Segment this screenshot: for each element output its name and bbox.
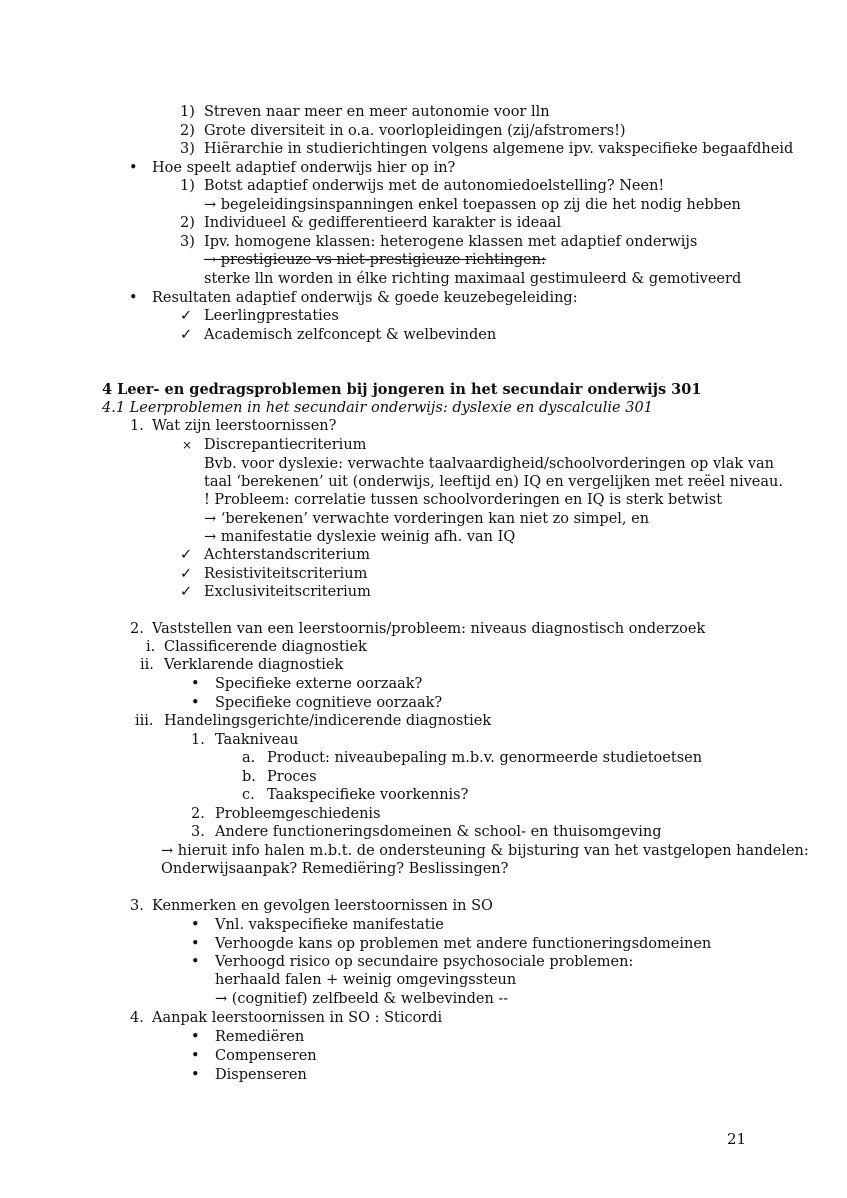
check-icon: ✓	[180, 327, 193, 343]
list-item-text: sterke lln worden in élke richting maximaal gestimuleerd & gemotiveerd	[204, 271, 742, 287]
bullet-marker: •	[191, 1067, 200, 1083]
list-item-text: Leerlingprestaties	[204, 308, 339, 324]
list-item-text: Probleemgeschiedenis	[215, 806, 381, 822]
list-item-text: Resultaten adaptief onderwijs & goede keuzebegeleiding:	[152, 290, 578, 306]
cross-icon: ×	[182, 438, 193, 452]
body-text: Onderwijsaanpak? Remediëring? Beslissingen?	[161, 861, 509, 877]
arrow-note: → begeleidingsinspanningen enkel toepassen op zij die het nodig hebben	[204, 197, 741, 213]
list-marker: 4.	[130, 1010, 144, 1026]
list-item-text: Streven naar meer en meer autonomie voor lln	[204, 104, 550, 120]
list-marker: 1.	[191, 732, 205, 748]
section-heading: 4 Leer- en gedragsproblemen bij jongeren in het secundair onderwijs 301	[102, 381, 702, 398]
list-item-text: Specifieke externe oorzaak?	[215, 676, 423, 692]
body-text: taal ‘berekenen’ uit (onderwijs, leeftijd en) IQ en vergelijken met reëel niveau.	[204, 474, 783, 490]
check-icon: ✓	[180, 308, 193, 324]
list-marker: 1)	[180, 178, 195, 194]
check-icon: ✓	[180, 584, 193, 600]
list-item-text: Individueel & gedifferentieerd karakter is ideaal	[204, 215, 562, 231]
list-item-text: Exclusiviteitscriterium	[204, 584, 371, 600]
list-item-text: Vnl. vakspecifieke manifestatie	[215, 917, 444, 933]
bullet-marker: •	[129, 290, 138, 306]
body-text: ! Probleem: correlatie tussen schoolvorderingen en IQ is sterk betwist	[204, 492, 723, 508]
list-item-text: Taakniveau	[215, 732, 299, 748]
bullet-marker: •	[191, 1029, 200, 1045]
bullet-marker: •	[191, 917, 200, 933]
bullet-marker: •	[191, 1048, 200, 1064]
list-item-text: Resistiviteitscriterium	[204, 566, 368, 582]
list-marker: ii.	[140, 657, 154, 673]
bullet-marker: •	[191, 695, 200, 711]
list-marker: 1.	[130, 418, 144, 434]
struck-note: → prestigieuze vs niet-prestigieuze richtingen:	[204, 252, 546, 268]
list-marker: 3.	[130, 898, 144, 914]
list-item-text: Verklarende diagnostiek	[164, 657, 344, 673]
list-marker: 2)	[180, 123, 195, 139]
list-item-text: Andere functioneringsdomeinen & school- en thuisomgeving	[215, 824, 662, 840]
list-item-text: Verhoogde kans op problemen met andere functioneringsdomeinen	[215, 936, 712, 952]
list-marker: b.	[242, 769, 256, 785]
list-item-text: Kenmerken en gevolgen leerstoornissen in SO	[152, 898, 493, 914]
body-text: Bvb. voor dyslexie: verwachte taalvaardigheid/schoolvorderingen op vlak van	[204, 456, 774, 472]
list-item-text: Aanpak leerstoornissen in SO : Sticordi	[152, 1010, 443, 1026]
list-item-text: Specifieke cognitieve oorzaak?	[215, 695, 443, 711]
list-marker: 3.	[191, 824, 205, 840]
list-item-text: Dispenseren	[215, 1067, 307, 1083]
body-text: herhaald falen + weinig omgevingssteun	[215, 972, 517, 988]
list-item-text: Product: niveaubepaling m.b.v. genormeerde studietoetsen	[267, 750, 703, 766]
bullet-marker: •	[191, 676, 200, 692]
list-item-text: Classificerende diagnostiek	[164, 639, 367, 655]
list-marker: 3)	[180, 141, 195, 157]
list-item-text: Verhoogd risico op secundaire psychosociale problemen:	[215, 954, 634, 970]
list-marker: 3)	[180, 234, 195, 250]
list-item-text: Wat zijn leerstoornissen?	[152, 418, 337, 434]
arrow-note: → (cognitief) zelfbeeld & welbevinden --	[215, 991, 509, 1007]
list-item-text: Ipv. homogene klassen: heterogene klassen met adaptief onderwijs	[204, 234, 698, 250]
list-marker: 2.	[130, 621, 144, 637]
list-marker: 1)	[180, 104, 195, 120]
list-marker: 2.	[191, 806, 205, 822]
list-marker: a.	[242, 750, 256, 766]
bullet-marker: •	[191, 954, 200, 970]
subsection-heading: 4.1 Leerproblemen in het secundair onderwijs: dyslexie en dyscalculie 301	[102, 400, 653, 416]
list-marker: 2)	[180, 215, 195, 231]
list-marker: c.	[242, 787, 255, 803]
bullet-marker: •	[191, 936, 200, 952]
list-item-text: Discrepantiecriterium	[204, 437, 367, 453]
list-item-text: Remediëren	[215, 1029, 305, 1045]
arrow-note: → ‘berekenen’ verwachte vorderingen kan niet zo simpel, en	[204, 511, 650, 527]
bullet-marker: •	[129, 160, 138, 176]
list-item-text: Hoe speelt adaptief onderwijs hier op in?	[152, 160, 456, 176]
list-marker: i.	[146, 639, 156, 655]
list-item-text: Botst adaptief onderwijs met de autonomiedoelstelling? Neen!	[204, 178, 665, 194]
check-icon: ✓	[180, 566, 193, 582]
list-item-text: Compenseren	[215, 1048, 317, 1064]
list-item-text: Proces	[267, 769, 317, 785]
check-icon: ✓	[180, 547, 193, 563]
list-item-text: Grote diversiteit in o.a. voorlopleidingen (zij/afstromers!)	[204, 123, 626, 139]
list-item-text: Vaststellen van een leerstoornis/probleem: niveaus diagnostisch onderzoek	[152, 621, 706, 637]
list-item-text: Achterstandscriterium	[204, 547, 370, 563]
list-item-text: Taakspecifieke voorkennis?	[267, 787, 469, 803]
list-item-text: Hiërarchie in studierichtingen volgens algemene ipv. vakspecifieke begaafdheid	[204, 141, 794, 157]
list-item-text: Handelingsgerichte/indicerende diagnostiek	[164, 713, 492, 729]
arrow-note: → hieruit info halen m.b.t. de ondersteuning & bijsturing van het vastgelopen handelen:	[161, 843, 809, 859]
list-marker: iii.	[135, 713, 154, 729]
page-number: 21	[727, 1130, 747, 1148]
list-item-text: Academisch zelfconcept & welbevinden	[204, 327, 497, 343]
arrow-note: → manifestatie dyslexie weinig afh. van IQ	[204, 529, 516, 545]
